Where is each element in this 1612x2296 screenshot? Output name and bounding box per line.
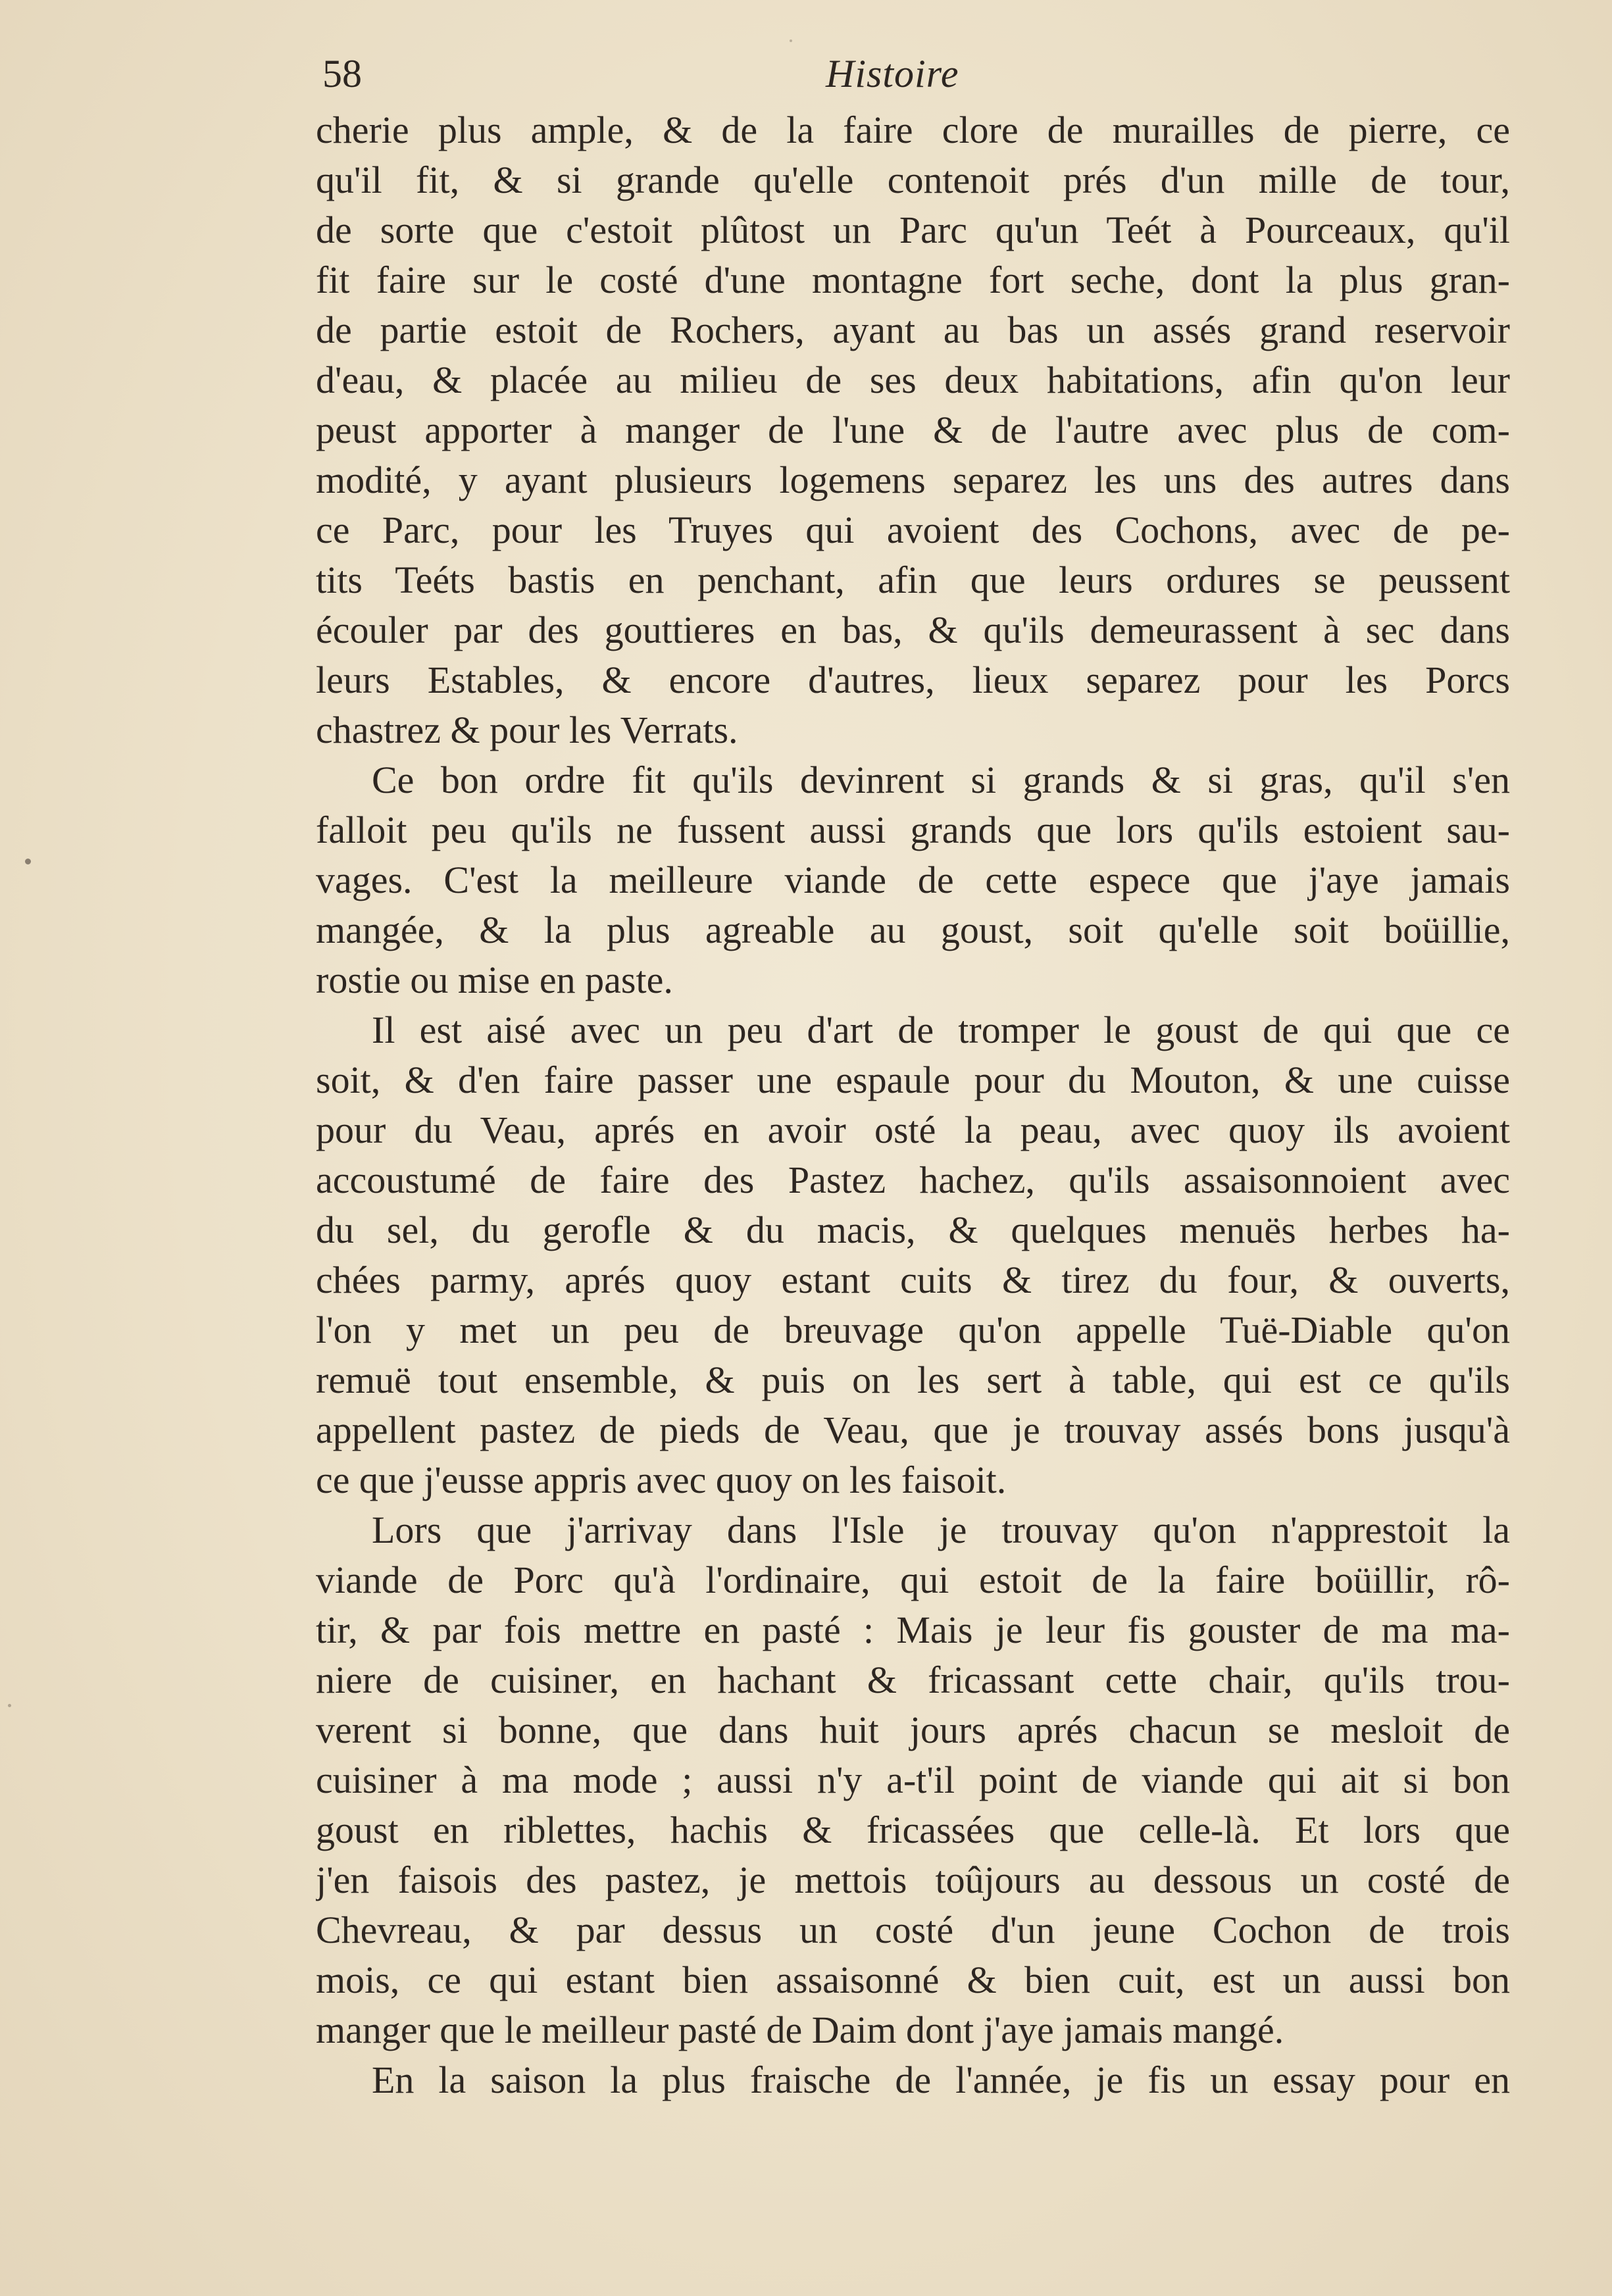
text-line: niere de cuisiner, en hachant & fricassant cette chair, qu'ils trou-	[316, 1659, 1510, 1701]
page-header	[0, 47, 1612, 100]
paragraph-start-line: Lors que j'arrivay dans l'Isle je trouvay qu'on n'apprestoit la	[372, 1509, 1510, 1551]
paper-speck	[8, 1704, 11, 1707]
text-line: falloit peu qu'ils ne fussent aussi grands que lors qu'ils estoient sau-	[316, 809, 1510, 851]
text-line: cherie plus ample, & de la faire clore de murailles de pierre, ce	[316, 109, 1510, 151]
text-line: tir, & par fois mettre en pasté : Mais je leur fis gouster de ma ma-	[316, 1609, 1510, 1651]
text-line: d'eau, & placée au milieu de ses deux habitations, afin qu'on leur	[316, 359, 1510, 401]
text-line: pour du Veau, aprés en avoir osté la peau, avec quoy ils avoient	[316, 1109, 1510, 1151]
paragraph-end-line: chastrez & pour les Verrats.	[316, 709, 738, 751]
text-line: accoustumé de faire des Pastez hachez, qu'ils assaisonnoient avec	[316, 1159, 1510, 1201]
text-line: peust apporter à manger de l'une & de l'autre avec plus de com-	[316, 409, 1510, 451]
paragraph-end-line: rostie ou mise en paste.	[316, 959, 673, 1001]
text-line: de sorte que c'estoit plûtost un Parc qu'un Teét à Pourceaux, qu'il	[316, 209, 1510, 251]
text-line: goust en riblettes, hachis & fricassées que celle-là. Et lors que	[316, 1809, 1510, 1851]
text-line: qu'il fit, & si grande qu'elle contenoit prés d'un mille de tour,	[316, 159, 1510, 201]
text-line: appellent pastez de pieds de Veau, que je trouvay assés bons jusqu'à	[316, 1409, 1510, 1451]
paragraph-start-line: Ce bon ordre fit qu'ils devinrent si grands & si gras, qu'il s'en	[372, 759, 1510, 801]
text-line: fit faire sur le costé d'une montagne fort seche, dont la plus gran-	[316, 259, 1510, 301]
text-line: mangée, & la plus agreable au goust, soit qu'elle soit boüillie,	[316, 909, 1510, 951]
text-line: Chevreau, & par dessus un costé d'un jeune Cochon de trois	[316, 1909, 1510, 1951]
text-line: viande de Porc qu'à l'ordinaire, qui estoit de la faire boüillir, rô-	[316, 1559, 1510, 1601]
text-line: soit, & d'en faire passer une espaule pour du Mouton, & une cuisse	[316, 1059, 1510, 1101]
paragraph-end-line: ce que j'eusse appris avec quoy on les faisoit.	[316, 1459, 1007, 1501]
text-line: leurs Estables, & encore d'autres, lieux separez pour les Porcs	[316, 659, 1510, 701]
text-line: cuisiner à ma mode ; aussi n'y a-t'il point de viande qui ait si bon	[316, 1759, 1510, 1801]
text-line: tits Teéts bastis en penchant, afin que leurs ordures se peussent	[316, 559, 1510, 601]
paragraph-start-line: Il est aisé avec un peu d'art de tromper le goust de qui que ce	[372, 1009, 1510, 1051]
page-number: 58	[322, 52, 362, 95]
paragraph-start-line: En la saison la plus fraische de l'année, je fis un essay pour en	[372, 2059, 1510, 2101]
text-line: ce Parc, pour les Truyes qui avoient des Cochons, avec de pe-	[316, 509, 1510, 551]
paper-speck	[790, 39, 792, 42]
running-title: Histoire	[826, 52, 959, 95]
paragraph-end-line: manger que le meilleur pasté de Daim dont j'aye jamais mangé.	[316, 2009, 1284, 2051]
text-line: l'on y met un peu de breuvage qu'on appelle Tuë-Diable qu'on	[316, 1309, 1510, 1351]
text-line: j'en faisois des pastez, je mettois toûjours au dessous un costé de	[316, 1859, 1510, 1901]
text-line: mois, ce qui estant bien assaisonné & bien cuit, est un aussi bon	[316, 1959, 1510, 2001]
text-line: du sel, du gerofle & du macis, & quelques menuës herbes ha-	[316, 1209, 1510, 1251]
text-line: vages. C'est la meilleure viande de cette espece que j'aye jamais	[316, 859, 1510, 901]
body-text	[316, 105, 1510, 2105]
text-line: chées parmy, aprés quoy estant cuits & tirez du four, & ouverts,	[316, 1259, 1510, 1301]
text-line: remuë tout ensemble, & puis on les sert à table, qui est ce qu'ils	[316, 1359, 1510, 1401]
text-line: écouler par des gouttieres en bas, & qu'ils demeurassent à sec dans	[316, 609, 1510, 651]
paper-speck	[25, 859, 31, 864]
text-line: verent si bonne, que dans huit jours aprés chacun se mesloit de	[316, 1709, 1510, 1751]
text-line: de partie estoit de Rochers, ayant au bas un assés grand reservoir	[316, 309, 1510, 351]
text-line: modité, y ayant plusieurs logemens separez les uns des autres dans	[316, 459, 1510, 501]
